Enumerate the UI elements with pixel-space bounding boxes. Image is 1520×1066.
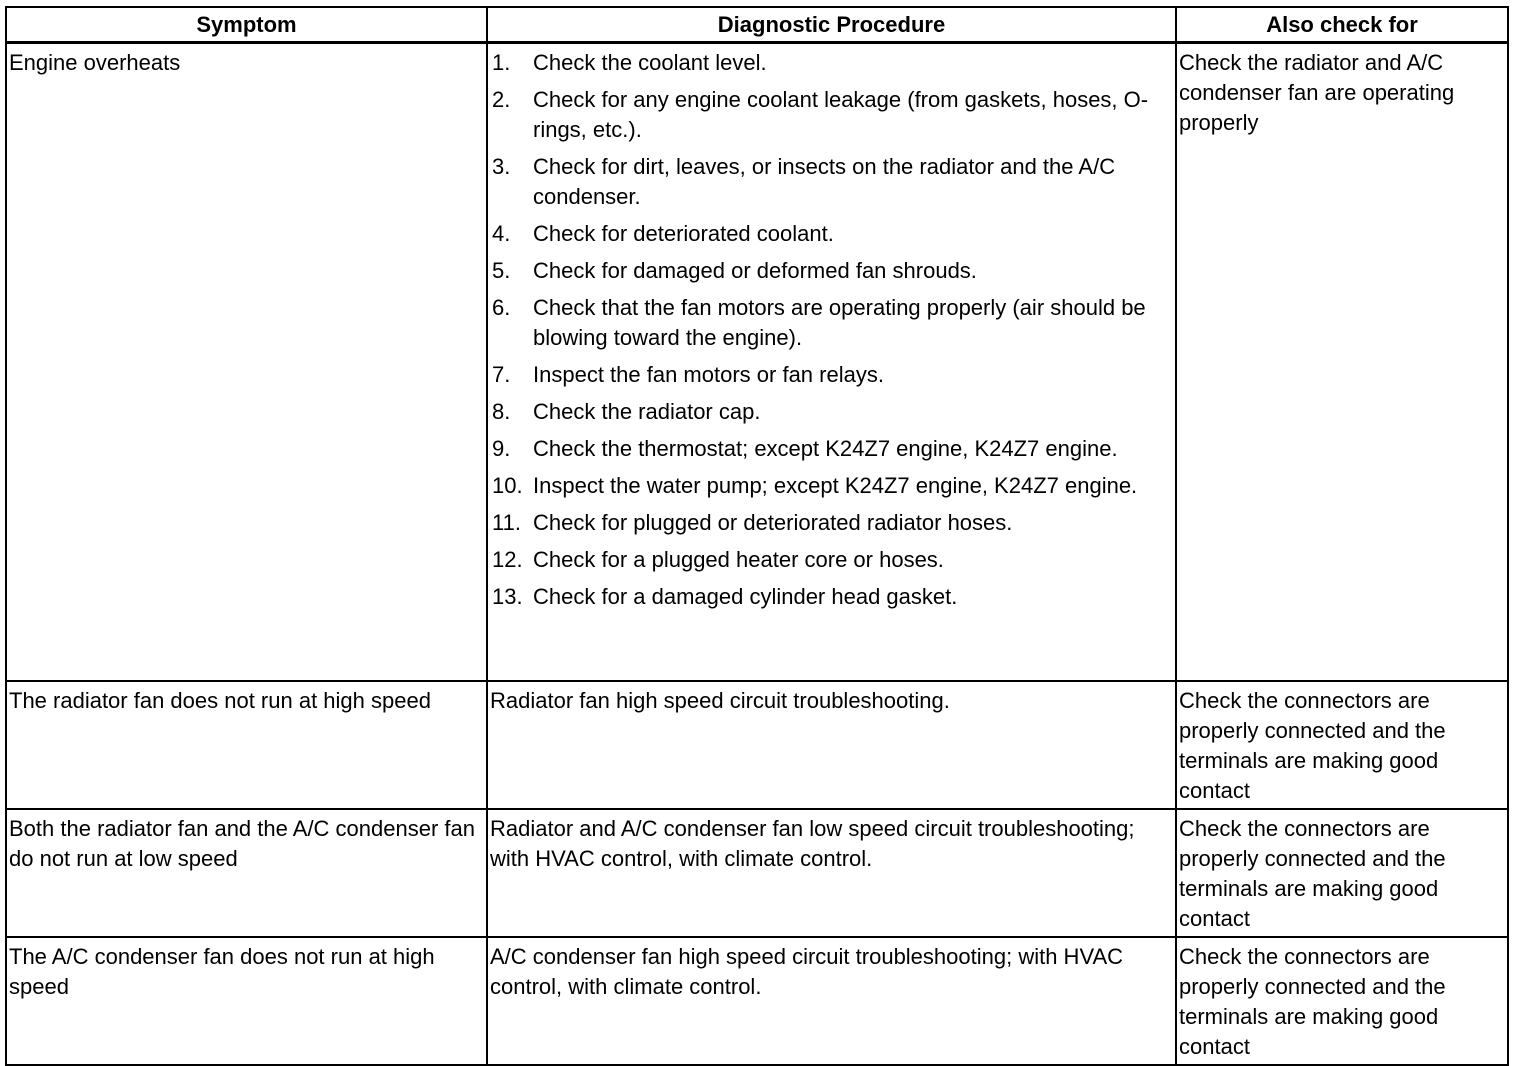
procedure-cell: Radiator and A/C condenser fan low speed circuit troubleshooting; with HVAC control, with climate control. — [487, 809, 1176, 937]
procedure-step — [490, 360, 1173, 390]
step-number: 10. — [492, 473, 523, 498]
procedure-step — [490, 85, 1173, 145]
step-number: 7. — [492, 362, 511, 387]
step-number: 12. — [492, 547, 523, 572]
step-number: 4. — [492, 221, 511, 246]
table-header-row — [6, 7, 1508, 43]
symptom-cell: Engine overheats — [6, 43, 487, 682]
step-number: 5. — [492, 258, 511, 283]
step-text: Inspect the fan motors or fan relays. — [533, 362, 884, 387]
also-check-cell: Check the connectors are properly connected and the terminals are making good contact — [1176, 937, 1508, 1065]
step-text: Check for plugged or deteriorated radiator hoses. — [533, 510, 1013, 535]
step-number: 8. — [492, 399, 511, 424]
symptom-cell: Both the radiator fan and the A/C condenser fan do not run at low speed — [6, 809, 487, 937]
table-row — [6, 809, 1508, 937]
procedure-step — [490, 471, 1173, 501]
procedure-cell: Radiator fan high speed circuit troubleshooting. — [487, 681, 1176, 809]
header-also-check-for: Also check for — [1176, 7, 1508, 43]
procedure-step — [490, 434, 1173, 464]
procedure-step — [490, 48, 1173, 78]
step-text: Check for deteriorated coolant. — [533, 221, 834, 246]
step-number: 3. — [492, 154, 511, 179]
table-row — [6, 937, 1508, 1065]
step-number: 6. — [492, 295, 511, 320]
table-row — [6, 43, 1508, 682]
step-text: Inspect the water pump; except K24Z7 engine, K24Z7 engine. — [533, 473, 1138, 498]
procedure-step — [490, 293, 1173, 353]
procedure-step — [490, 256, 1173, 286]
procedure-step — [490, 545, 1173, 575]
step-number: 13. — [492, 584, 523, 609]
header-symptom: Symptom — [6, 7, 487, 43]
symptom-cell: The radiator fan does not run at high speed — [6, 681, 487, 809]
procedure-cell: A/C condenser fan high speed circuit troubleshooting; with HVAC control, with climate control. — [487, 937, 1176, 1065]
also-check-cell: Check the radiator and A/C condenser fan are operating properly — [1176, 43, 1508, 682]
step-text: Check for a plugged heater core or hoses. — [533, 547, 944, 572]
step-number: 11. — [492, 510, 521, 535]
also-check-cell: Check the connectors are properly connected and the terminals are making good contact — [1176, 681, 1508, 809]
step-text: Check the radiator cap. — [533, 399, 761, 424]
header-diagnostic-procedure: Diagnostic Procedure — [487, 7, 1176, 43]
symptom-cell: The A/C condenser fan does not run at high speed — [6, 937, 487, 1065]
diagnostic-table — [5, 6, 1509, 1066]
procedure-step — [490, 397, 1173, 427]
step-text: Check that the fan motors are operating properly (air should be blowing toward the engine). — [533, 295, 1146, 350]
procedure-step — [490, 508, 1173, 538]
procedure-cell — [487, 43, 1176, 682]
step-text: Check the thermostat; except K24Z7 engine, K24Z7 engine. — [533, 436, 1118, 461]
table-row — [6, 681, 1508, 809]
also-check-cell: Check the connectors are properly connected and the terminals are making good contact — [1176, 809, 1508, 937]
step-text: Check the coolant level. — [533, 50, 767, 75]
step-text: Check for damaged or deformed fan shrouds. — [533, 258, 977, 283]
step-text: Check for any engine coolant leakage (from gaskets, hoses, O-rings, etc.). — [533, 87, 1149, 142]
procedure-step — [490, 152, 1173, 212]
procedure-steps-list — [490, 48, 1173, 612]
step-text: Check for a damaged cylinder head gasket. — [533, 584, 958, 609]
step-number: 9. — [492, 436, 511, 461]
procedure-step — [490, 219, 1173, 249]
procedure-step — [490, 582, 1173, 612]
step-number: 2. — [492, 87, 511, 112]
step-number: 1. — [492, 50, 511, 75]
step-text: Check for dirt, leaves, or insects on the radiator and the A/C condenser. — [533, 154, 1116, 209]
